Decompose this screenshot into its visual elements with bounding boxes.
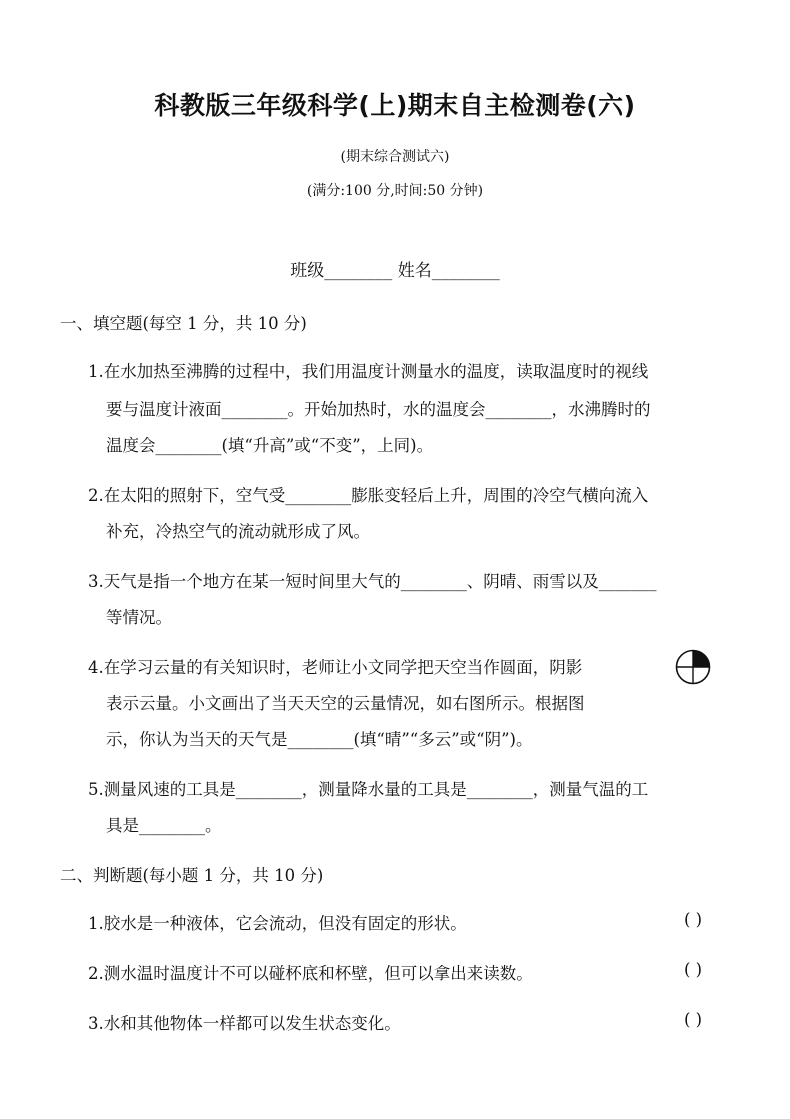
q2-line2: 补充，冷热空气的流动就形成了风。 [106, 522, 370, 541]
judge-item-2: 2.测水温时温度计不可以碰杯底和杯壁，但可以拿出来读数。 [88, 964, 533, 983]
q2-line1: 2.在太阳的照射下，空气受________膨胀变轻后上升，周围的冷空气横向流入 [88, 486, 649, 505]
judge-answer-3[interactable]: ( ) [684, 1010, 703, 1029]
judge-answer-1[interactable]: ( ) [684, 910, 703, 929]
judge-answer-2[interactable]: ( ) [684, 960, 703, 979]
q3-line1: 3.天气是指一个地方在某一短时间里大气的________、阴晴、雨雪以及_______ [88, 572, 657, 591]
subtitle: (期末综合测试六) [340, 149, 450, 165]
judge-item-3: 3.水和其他物体一样都可以发生状态变化。 [88, 1014, 401, 1033]
q5-line2: 具是________。 [106, 816, 222, 835]
cloud-cover-shaded-sector [693, 651, 710, 668]
q4-line1: 4.在学习云量的有关知识时，老师让小文同学把天空当作圆面，阴影 [88, 658, 583, 677]
q1-line1: 1.在水加热至沸腾的过程中，我们用温度计测量水的温度，读取温度时的视线 [88, 362, 649, 381]
section2-heading: 二、判断题(每小题 1 分，共 10 分) [60, 866, 324, 885]
q1-line2: 要与温度计液面________。开始加热时，水的温度会________，水沸腾时的 [106, 400, 651, 419]
exam-info: (满分:100 分,时间:50 分钟) [306, 183, 484, 199]
q4-line2: 表示云量。小文画出了当天天空的云量情况，如右图所示。根据图 [106, 694, 585, 713]
q5-line1: 5.测量风速的工具是________，测量降水量的工具是________，测量气温的工 [88, 780, 649, 799]
q4-line3: 示，你认为当天的天气是________(填“晴”“多云”或“阴”)。 [106, 730, 533, 749]
q1-line3: 温度会________(填“升高”或“不变”，上同)。 [106, 436, 434, 455]
page-title: 科教版三年级科学(上)期末自主检测卷(六) [154, 91, 636, 120]
q3-line2: 等情况。 [106, 608, 172, 627]
student-info-line: 班级________ 姓名________ [290, 261, 500, 281]
section1-heading: 一、填空题(每空 1 分，共 10 分) [60, 314, 307, 333]
judge-item-1: 1.胶水是一种液体，它会流动，但没有固定的形状。 [88, 914, 467, 933]
cloud-cover-circle-icon [674, 648, 712, 686]
